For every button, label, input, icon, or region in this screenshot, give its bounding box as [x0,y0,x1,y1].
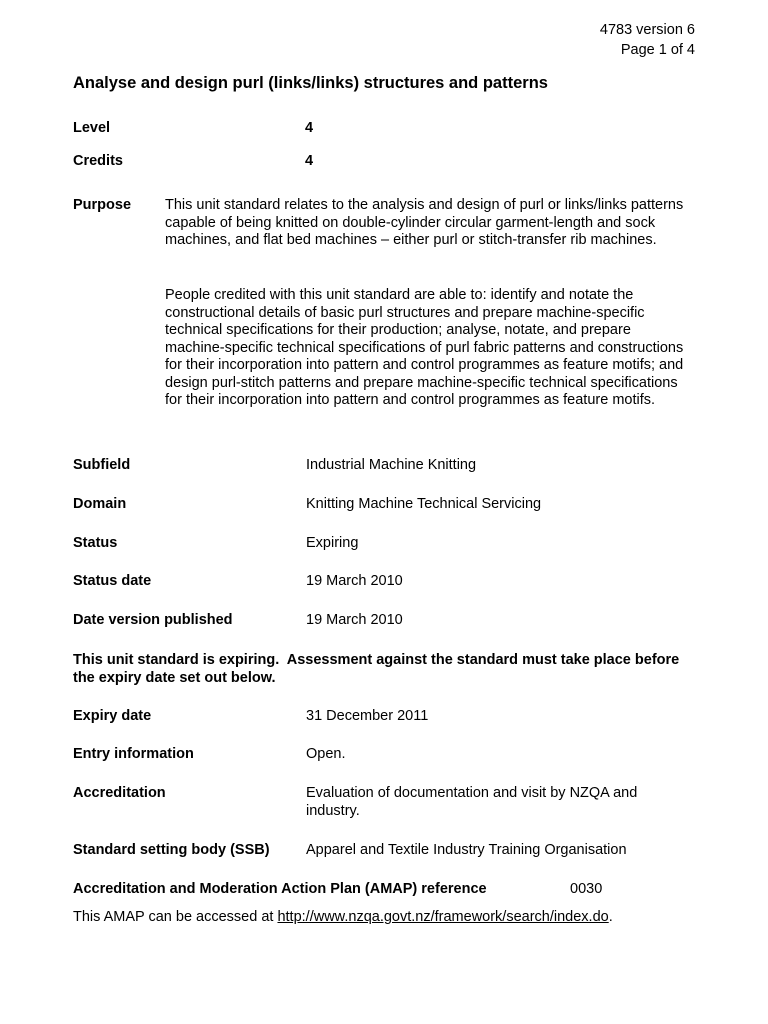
date-published-value: 19 March 2010 [306,612,403,628]
amap-link[interactable]: http://www.nzqa.govt.nz/framework/search/index.do [277,909,609,925]
purpose-paragraph-1: This unit standard relates to the analysis and design of purl or links/links patterns capable of being knitted on double-cylinder circular garment-length and sock machines, and flat bed machines – either purl or stitch-transfer rib machines. [165,197,684,248]
subfield-label: Subfield [73,457,131,473]
amap-label: Accreditation and Moderation Action Plan (AMAP) reference [73,881,487,897]
credits-value: 4 [305,153,314,169]
page-title: Analyse and design purl (links/links) structures and patterns [73,74,548,92]
expiry-notice: This unit standard is expiring. Assessment against the standard must take place before the expiry date set out below. [73,652,684,686]
ssb-label: Standard setting body (SSB) [73,842,270,858]
entry-info-label: Entry information [73,746,194,762]
accreditation-value: Evaluation of documentation and visit by NZQA and industry. [306,785,638,819]
subfield-value: Industrial Machine Knitting [306,457,477,473]
status-date-label: Status date [73,573,152,589]
purpose-paragraph-2: People credited with this unit standard are able to: identify and notate the constructional details of basic purl structures and prepare machine-specific technical specifications for their production; analyse, notate, and prepare machine-specific technical specifications of purl fabric patterns and constructions for their incorporation into pattern and control programmes as feature motifs; and design purl-stitch patterns and prepare machine-specific technical specifications for their incorporation into pattern and control programmes as feature motifs. [165,287,684,408]
amap-period: . [608,909,613,925]
amap-access-text: This AMAP can be accessed at [73,909,274,925]
credits-label: Credits [73,153,123,169]
accreditation-label: Accreditation [73,785,166,801]
expiry-date-value: 31 December 2011 [306,708,429,724]
ssb-value: Apparel and Textile Industry Training Organisation [306,842,627,858]
amap-value: 0030 [570,881,603,897]
amap-access-line [73,909,613,927]
purpose-label: Purpose [73,197,132,213]
expiry-date-label: Expiry date [73,708,152,724]
status-date-value: 19 March 2010 [306,573,403,589]
level-value: 4 [305,120,314,136]
document-version: 4783 version 6 [599,22,695,38]
status-value: Expiring [306,535,359,551]
date-published-label: Date version published [73,612,233,628]
level-label: Level [73,120,111,136]
entry-info-value: Open. [306,746,346,762]
page-number: Page 1 of 4 [620,42,695,58]
domain-value: Knitting Machine Technical Servicing [306,496,542,512]
status-label: Status [73,535,118,551]
domain-label: Domain [73,496,127,512]
